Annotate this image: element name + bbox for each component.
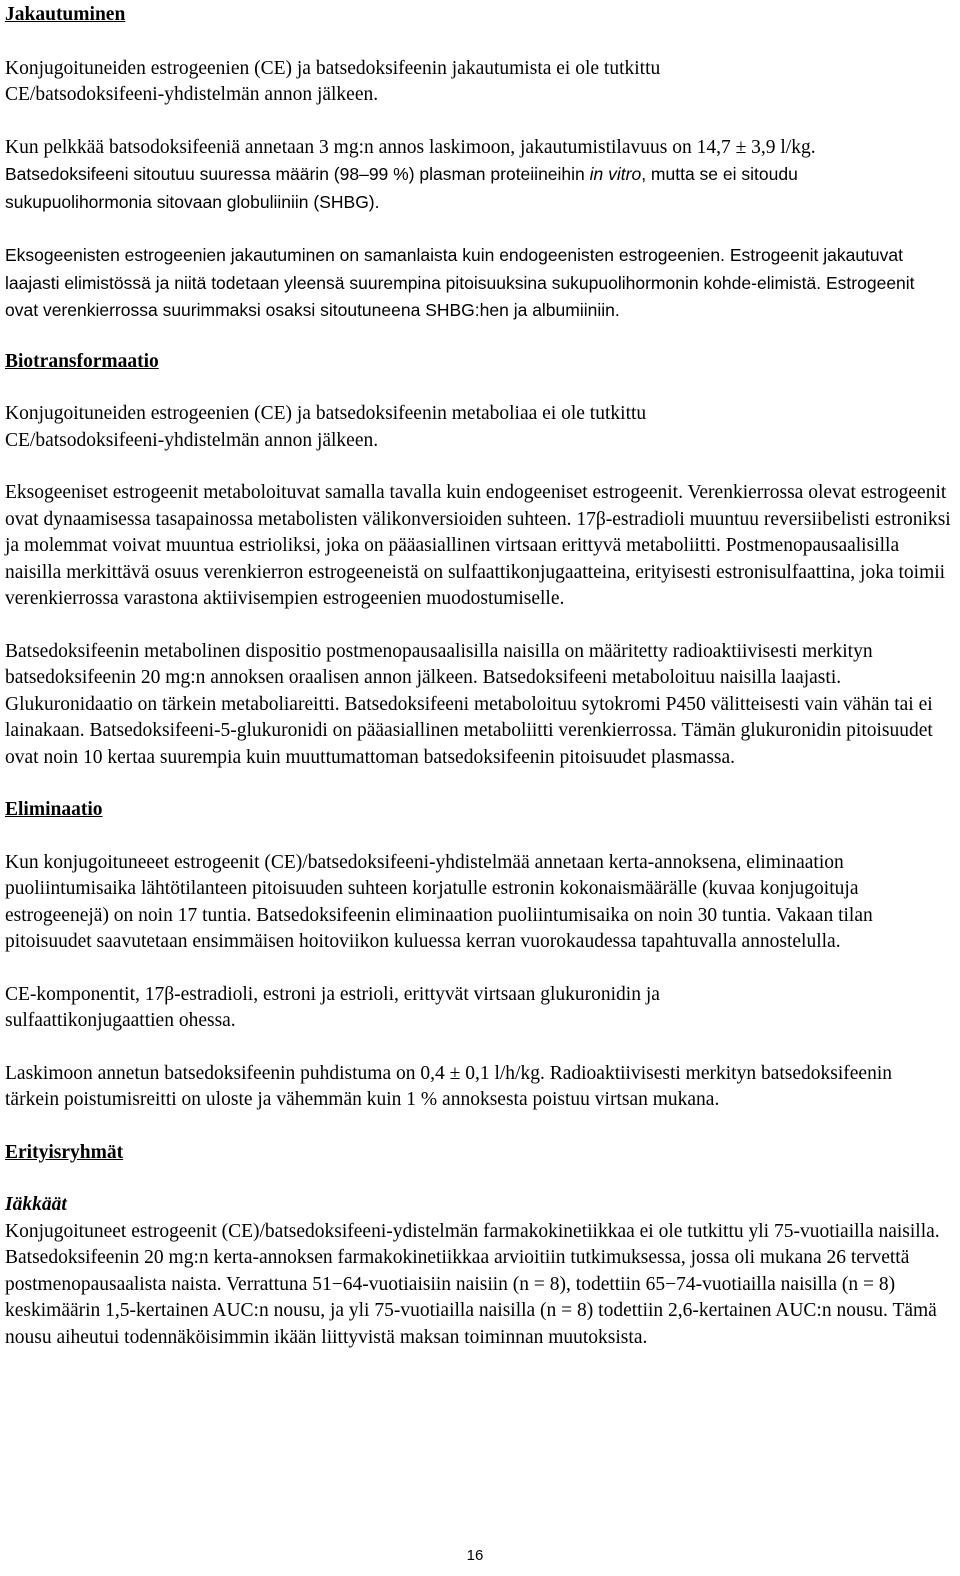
paragraph bbox=[5, 135, 925, 217]
section-heading-erityisryhmat: Erityisryhmät bbox=[5, 1141, 124, 1163]
paragraph: Eksogeeniset estrogeenit metaboloituvat samalla tavalla kuin endogeeniset estrogeenit. Verenkierrossa olevat estrogeenit ovat dynaamisessa tasapainossa metabolisten välikonversioiden suhteen. 17β-estradioli muuntuu reversiibelisti estroniksi ja molemmat voivat muuntua estrioliksi, joka on pääasiallinen virtsaan erittyvä metaboliitti. Postmenopausaalisilla naisilla merkittävä osuus verenkierron estrogeeneistä on sulfaattikonjugaatteina, erityisesti estronisulfaattina, joka toimii verenkierrossa varastona aktiivisempien estrogeenien muodostumiselle. bbox=[5, 482, 951, 609]
section-heading-jakautuminen: Jakautuminen bbox=[5, 4, 126, 25]
section-heading-biotransformaatio: Biotransformaatio bbox=[5, 350, 159, 372]
text-run: Eksogeenisten estrogeenien jakautuminen on samanlaista kuin endogeenisten estrogeenien. bbox=[5, 245, 725, 265]
paragraph: Konjugoituneiden estrogeenien (CE) ja batsedoksifeenin jakautumista ei ole tutkittu CE/batsodoksifeeni-yhdistelmän annon jälkeen. bbox=[5, 57, 661, 105]
paragraph: Konjugoituneet estrogeenit (CE)/batsedoksifeeni-ydistelmän farmakokinetiikkaa ei ole tutkittu yli 75-vuotiailla naisilla. Batsedoksifeenin 20 mg:n kerta-annoksen farmakokinetiikkaa arvioitiin tutkimuksessa, jossa oli mukana 26 tervettä postmenopausaalista naista. Verrattuna 51−64-vuotiaisiin naisiin (n = 8), todettiin 65−74-vuotiailla naisilla (n = 8) keskimäärin 1,5-kertainen AUC:n nousu, ja yli 75-vuotiailla naisilla (n = 8) todettiin 2,6-kertainen AUC:n nousu. Tämä nousu aiheutui todennäköisimmin ikään liittyvistä maksan toiminnan muutoksista. bbox=[5, 1220, 940, 1348]
text-run: Kun pelkkää batsodoksifeeniä annetaan 3 mg:n annos laskimoon, jakautumistilavuus on 14,7 ± 3,9 l/kg. bbox=[5, 136, 816, 158]
paragraph: Batsedoksifeenin metabolinen dispositio postmenopausaalisilla naisilla on määritetty radioaktiivisesti merkityn batsedoksifeenin 20 mg:n annoksen oraalisen annon jälkeen. Batsedoksifeeni metaboloituu naisilla laajasti. Glukuronidaatio on tärkein metaboliareitti. Batsedoksifeeni metaboloituu sytokromi P450 välitteisesti vain vähän tai ei lainakaan. Batsedoksifeeni-5-glukuronidi on pääasiallinen metaboliitti verenkierrossa. Tämän glukuronidin pitoisuudet ovat noin 10 kertaa suurempia kuin muuttumattoman batsedoksifeenin pitoisuudet plasmassa. bbox=[5, 640, 933, 768]
page-number: 16 bbox=[466, 1547, 484, 1564]
text-run: , mutta se ei sitoudu sukupuolihormonia sitovaan globuliiniin (SHBG). bbox=[5, 164, 798, 212]
paragraph: CE-komponentit, 17β-estradioli, estroni ja estrioli, erittyvät virtsaan glukuronidin ja sulfaattikonjugaattien ohessa. bbox=[5, 983, 660, 1031]
section-heading-eliminaatio: Eliminaatio bbox=[5, 799, 103, 820]
subsection-heading-iakkaat: Iäkkäät bbox=[5, 1194, 67, 1215]
text-run: Estrogeenit jakautuvat laajasti elimistössä ja niitä todetaan yleensä suurempina pitoisuuksina sukupuolihormonin kohde-elimistä. Estrogeenit ovat verenkierrossa suurimmaksi osaksi sitoutuneena SHBG:hen ja albumiiniin. bbox=[5, 245, 915, 320]
paragraph: Konjugoituneiden estrogeenien (CE) ja batsedoksifeenin metaboliaa ei ole tutkittu CE/batsodoksifeeni-yhdistelmän annon jälkeen. bbox=[5, 403, 647, 451]
text-run: Batsedoksifeeni sitoutuu suuressa määrin (98–99 %) plasman proteiineihin bbox=[5, 164, 585, 184]
document-page bbox=[5, 0, 953, 1351]
paragraph bbox=[5, 242, 950, 325]
paragraph: Kun konjugoituneeet estrogeenit (CE)/batsedoksifeeni-yhdistelmää annetaan kerta-annoksena, eliminaation puoliintumisaika lähtötilanteen pitoisuuden suhteen korjatulle estronin kokonaismäärälle (kuvaa konjugoituja estrogeenejä) on noin 17 tuntia. Batsedoksifeenin eliminaation puoliintumisaika on noin 30 tuntia. Vakaan tilan pitoisuudet saavutetaan ensimmäisen hoitoviikon kuluessa kerran vuorokaudessa tapahtuvalla annostelulla. bbox=[5, 851, 873, 952]
text-run-italic: in vitro bbox=[589, 164, 642, 184]
paragraph: Laskimoon annetun batsedoksifeenin puhdistuma on 0,4 ± 0,1 l/h/kg. Radioaktiivisesti merkityn batsedoksifeenin tärkein poistumisreitti on uloste ja vähemmän kuin 1 % annoksesta poistuu virtsan mukana. bbox=[5, 1062, 892, 1110]
